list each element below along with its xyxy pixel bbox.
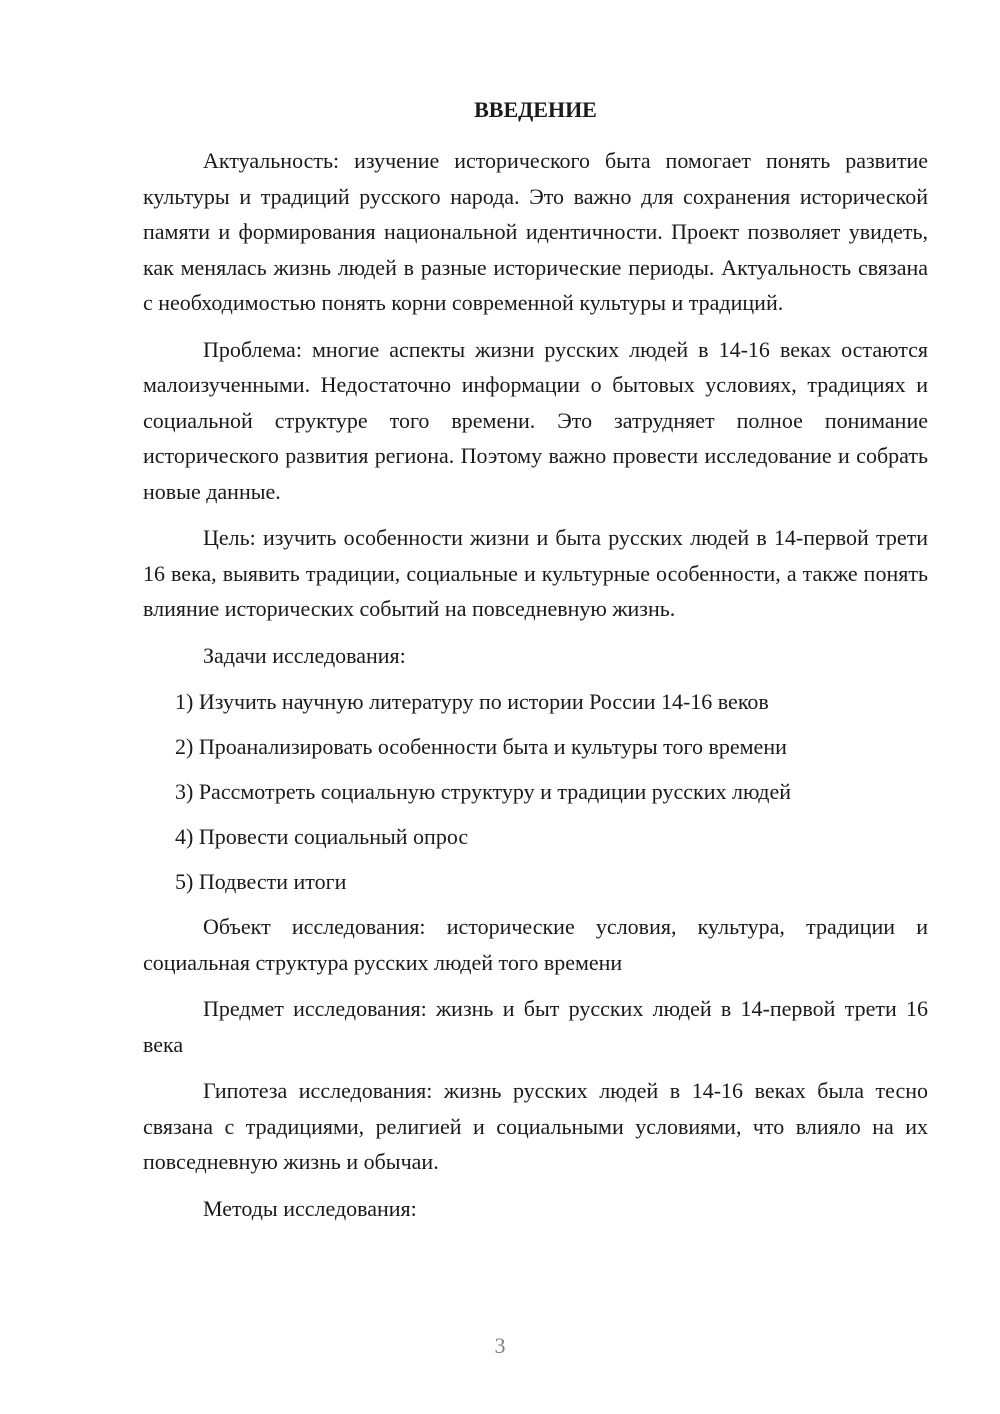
paragraph-object: Объект исследования: исторические условия, культура, традиции и социальная структура русских людей того времени (143, 914, 928, 975)
list-item: 1) Изучить научную литературу по истории России 14-16 веков (175, 689, 769, 714)
list-item: 4) Провести социальный опрос (175, 824, 469, 849)
paragraph-goal: Цель: изучить особенности жизни и быта русских людей в 14-первой трети 16 века, выявить традиции, социальные и культурные особенности, а также понять влияние исторических событий на повседневную жизнь. (143, 525, 928, 621)
methods-heading: Методы исследования: (203, 1195, 417, 1221)
document-page (143, 92, 928, 1237)
paragraph-problem: Проблема: многие аспекты жизни русских людей в 14-16 веках остаются малоизученными. Недостаточно информации о бытовых условиях, традициях и социальной структуре того времени. Это затрудняет полное понимание исторического развития региона. Поэтому важно провести исследование и собрать новые данные. (143, 336, 928, 504)
section-title: ВВЕДЕНИЕ (474, 97, 597, 122)
list-item: 3) Рассмотреть социальную структуру и традиции русских людей (175, 779, 791, 804)
paragraph-relevance: Актуальность: изучение исторического быта помогает понять развитие культуры и традиций русского народа. Это важно для сохранения исторической памяти и формирования национальной идентичности. Проект позволяет увидеть, как менялась жизнь людей в разные исторические периоды. Актуальность связана с необходимостью понять корни современной культуры и традиций. (143, 148, 928, 315)
tasks-list (143, 684, 928, 899)
page-number: 3 (494, 1333, 506, 1358)
tasks-heading: Задачи исследования: (203, 642, 406, 668)
list-item: 5) Подвести итоги (175, 869, 347, 894)
paragraph-subject: Предмет исследования: жизнь и быт русских людей в 14-первой трети 16 века (143, 996, 928, 1057)
list-item: 2) Проанализировать особенности быта и культуры того времени (175, 734, 787, 759)
paragraph-hypothesis: Гипотеза исследования: жизнь русских людей в 14-16 веках была тесно связана с традициями, религией и социальными условиями, что влияло на их повседневную жизнь и обычаи. (143, 1078, 928, 1174)
